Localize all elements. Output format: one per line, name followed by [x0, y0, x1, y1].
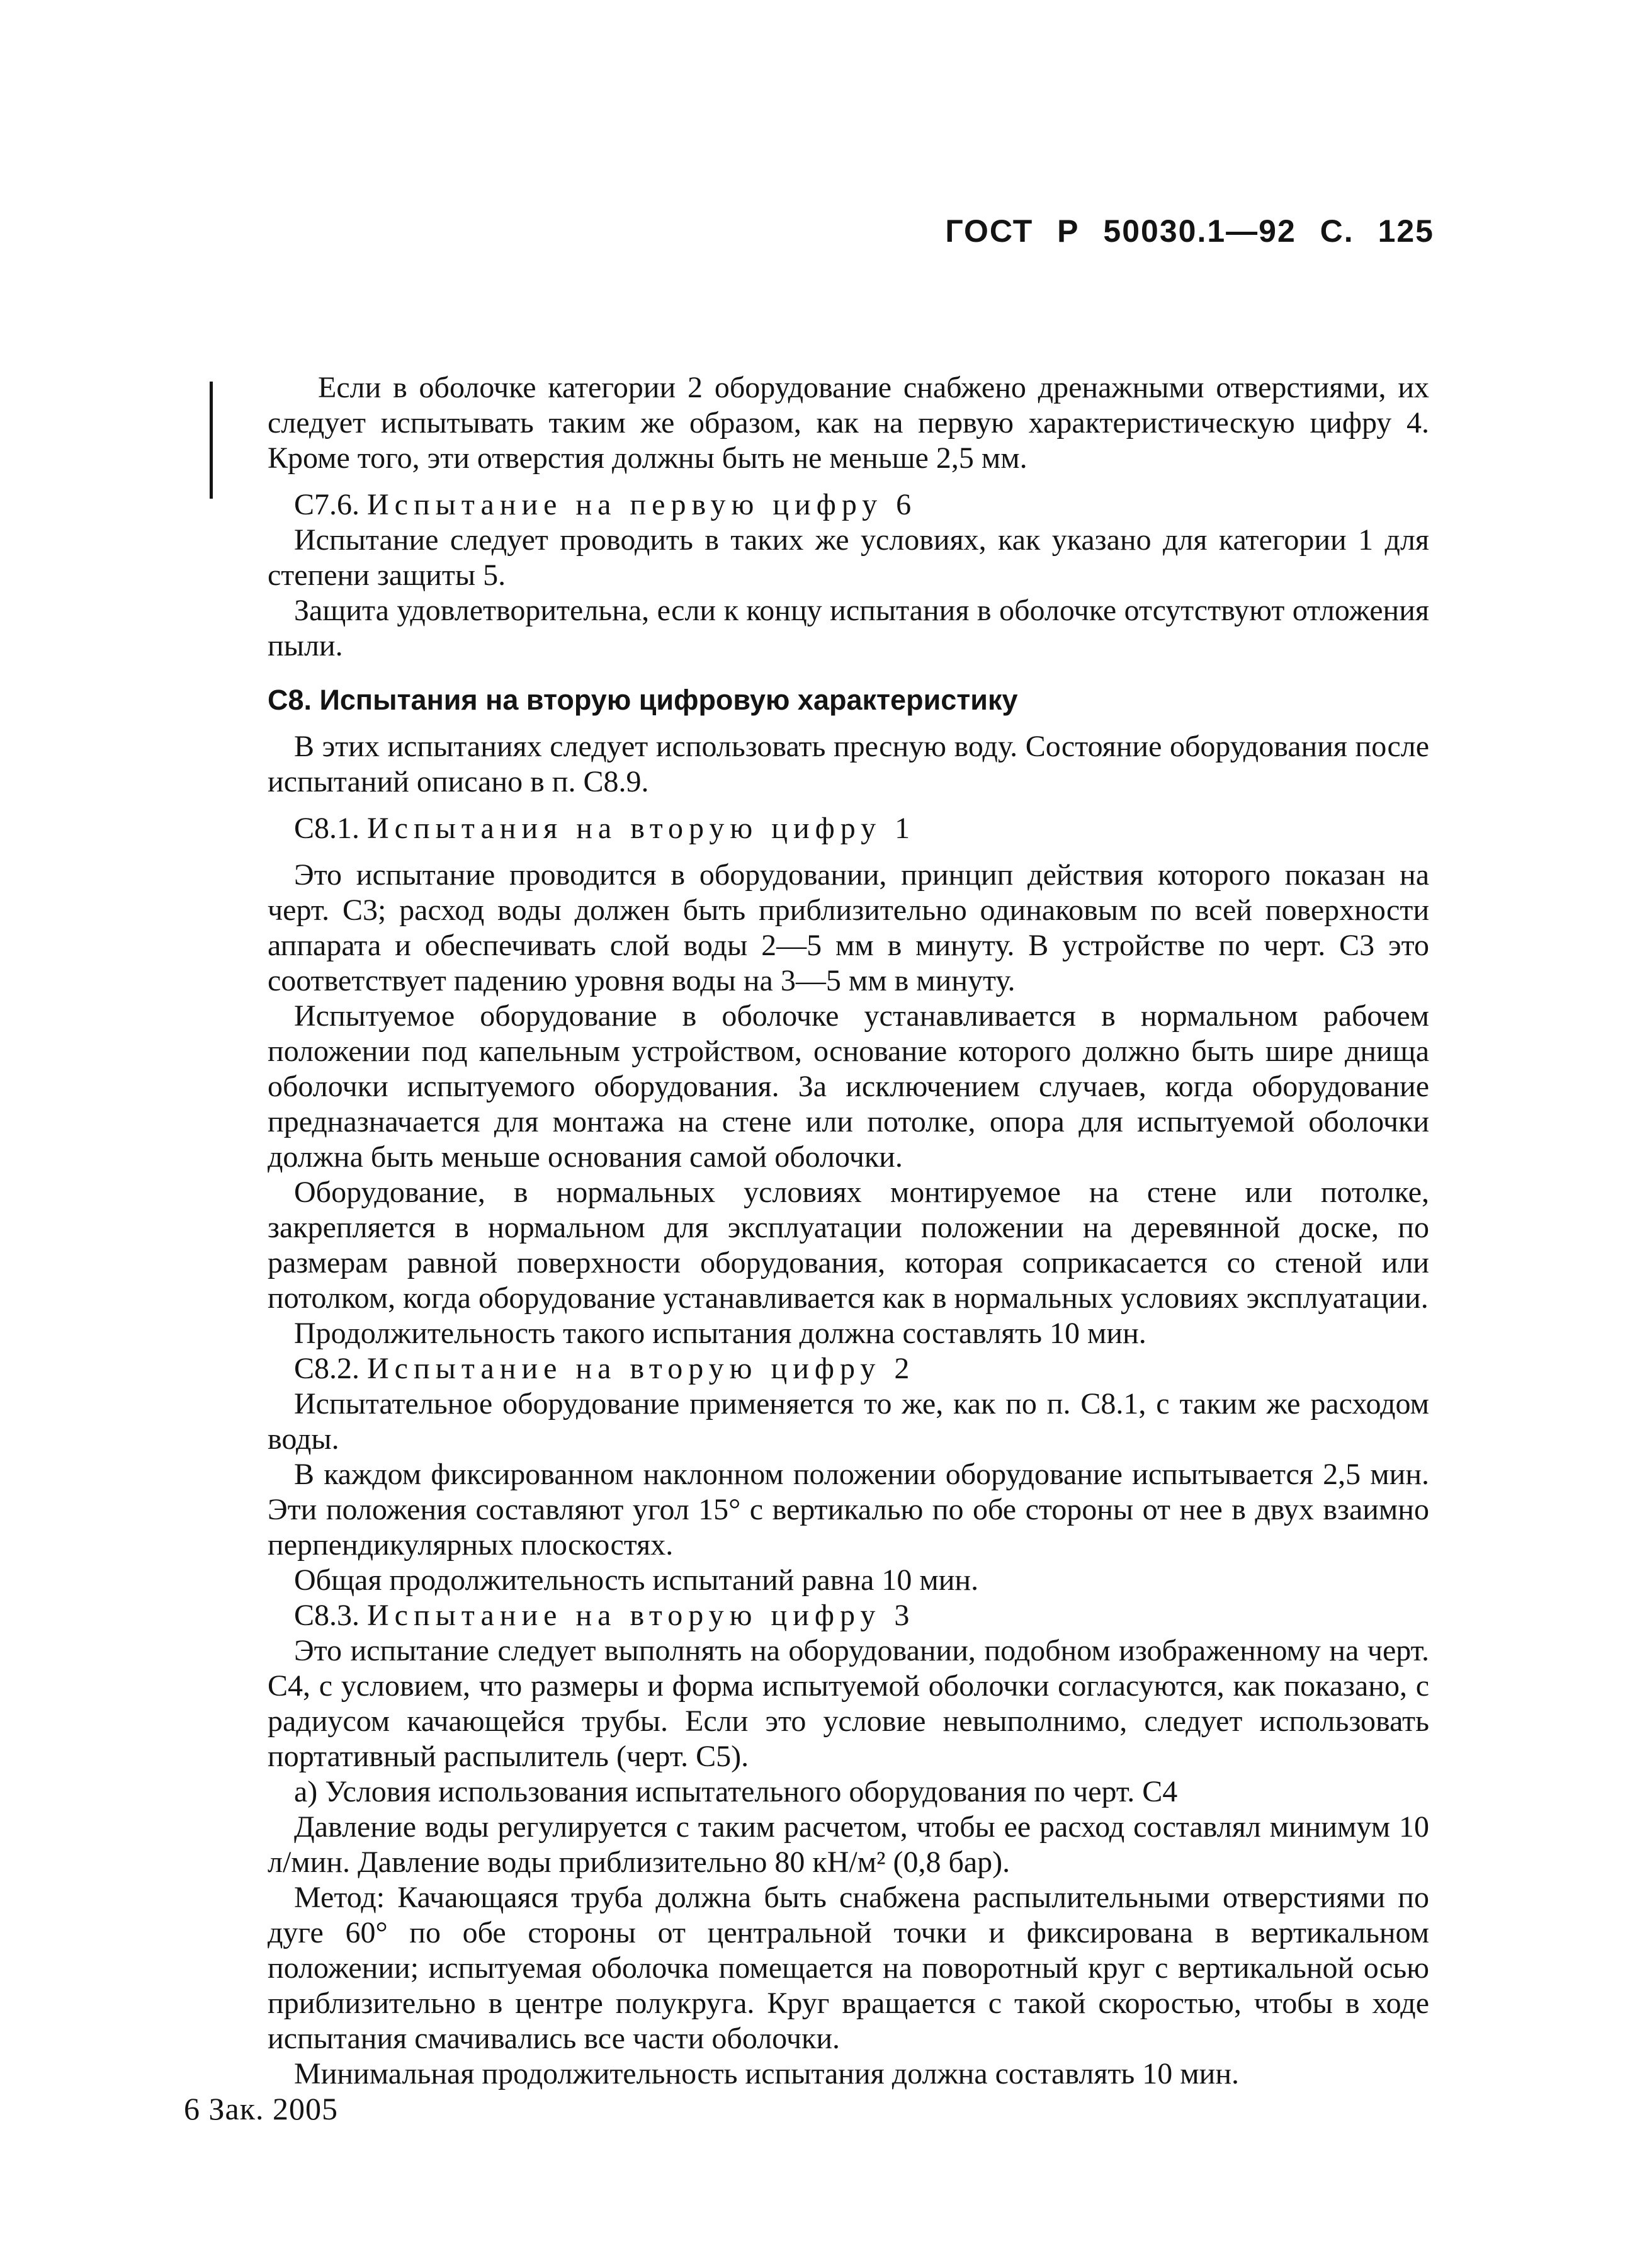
section-c8-1-heading [268, 811, 1429, 846]
section-number: С8.1. [294, 812, 360, 845]
section-c8-heading: С8. Испытания на вторую цифровую характеристику [268, 684, 1018, 716]
section-number: С7.6. [294, 488, 360, 521]
section-title: Испытания на вторую цифру 1 [367, 812, 916, 845]
paragraph: Испытуемое оборудование в оболочке устанавливается в нормальном рабочем положении под капельным устройством, основание которого должно быть шире днища оболочки испытуемого оборудования. За исключением случаев, когда оборудование предназначается для монтажа на стене или потолке, опора для испытуемой оболочки должна быть меньше основания самой оболочки. [268, 999, 1429, 1174]
section-title: Испытание на первую цифру 6 [367, 488, 917, 521]
section-title: Испытание на вторую цифру 2 [367, 1352, 915, 1385]
paragraph: Продолжительность такого испытания должна составлять 10 мин. [294, 1317, 1146, 1350]
section-c8-3-heading [268, 1598, 1429, 1633]
paragraph: Метод: Качающаяся труба должна быть снабжена распылительными отверстиями по дуге 60° по обе стороны от центральной точки и фиксирована в вертикальном положении; испытуемая оболочка помещается на поворотный круг с вертикальной осью приблизительно в центре полукруга. Круг вращается с такой скоростью, чтобы в ходе испытания смачивались все части оболочки. [268, 1881, 1429, 2055]
page-body [268, 370, 1429, 2092]
change-bar [210, 382, 213, 499]
paragraph: В каждом фиксированном наклонном положении оборудование испытывается 2,5 мин. Эти положения составляют угол 15° с вертикалью по обе стороны от нее в двух взаимно перпендикулярных плоскостях. [268, 1458, 1429, 1562]
paragraph: Давление воды регулируется с таким расчетом, чтобы ее расход составлял минимум 10 л/мин. Давление воды приблизительно 80 кН/м² (0,8 бар). [268, 1810, 1429, 1879]
page-header: ГОСТ Р 50030.1—92 С. 125 [945, 213, 1434, 249]
paragraph: Оборудование, в нормальных условиях монтируемое на стене или потолке, закрепляется в нормальном для эксплуатации положении на деревянной доске, по размерам равной поверхности оборудования, которая соприкасается со стеной или потолком, когда оборудование устанавливается как в нормальных условиях эксплуатации. [268, 1176, 1429, 1315]
page-footer: 6 Зак. 2005 [184, 2091, 339, 2126]
paragraph: Защита удовлетворительна, если к концу испытания в оболочке отсутствуют отложения пыли. [268, 594, 1429, 662]
paragraph: Испытание следует проводить в таких же условиях, как указано для категории 1 для степени защиты 5. [268, 523, 1429, 592]
paragraph: Общая продолжительность испытаний равна 10 мин. [294, 1563, 979, 1597]
paragraph: Это испытание следует выполнять на оборудовании, подобном изображенному на черт. С4, с условием, что размеры и форма испытуемой оболочки согласуются, как показано, с радиусом качающейся трубы. Если это условие невыполнимо, следует использовать портативный распылитель (черт. С5). [268, 1634, 1429, 1773]
section-c7-6-heading [268, 487, 1429, 523]
paragraph: Если в оболочке категории 2 оборудование снабжено дренажными отверстиями, их следует испытывать таким же образом, как на первую характеристическую цифру 4. Кроме того, эти отверстия должны быть не меньше 2,5 мм. [268, 371, 1429, 475]
paragraph: В этих испытаниях следует использовать пресную воду. Состояние оборудования после испытаний описано в п. С8.9. [268, 730, 1429, 798]
section-title: Испытание на вторую цифру 3 [367, 1599, 915, 1632]
section-number: С8.2. [294, 1352, 360, 1385]
section-c8-2-heading [268, 1351, 1429, 1386]
section-number: С8.3. [294, 1599, 360, 1632]
paragraph: Испытательное оборудование применяется то же, как по п. С8.1, с таким же расходом воды. [268, 1387, 1429, 1456]
paragraph: а) Условия использования испытательного оборудования по черт. С4 [294, 1775, 1178, 1808]
paragraph: Минимальная продолжительность испытания должна составлять 10 мин. [294, 2057, 1240, 2090]
paragraph: Это испытание проводится в оборудовании, принцип действия которого показан на черт. С3; расход воды должен быть приблизительно одинаковым по всей поверхности аппарата и обеспечивать слой воды 2—5 мм в минуту. В устройстве по черт. С3 это соответствует падению уровня воды на 3—5 мм в минуту. [268, 858, 1429, 997]
